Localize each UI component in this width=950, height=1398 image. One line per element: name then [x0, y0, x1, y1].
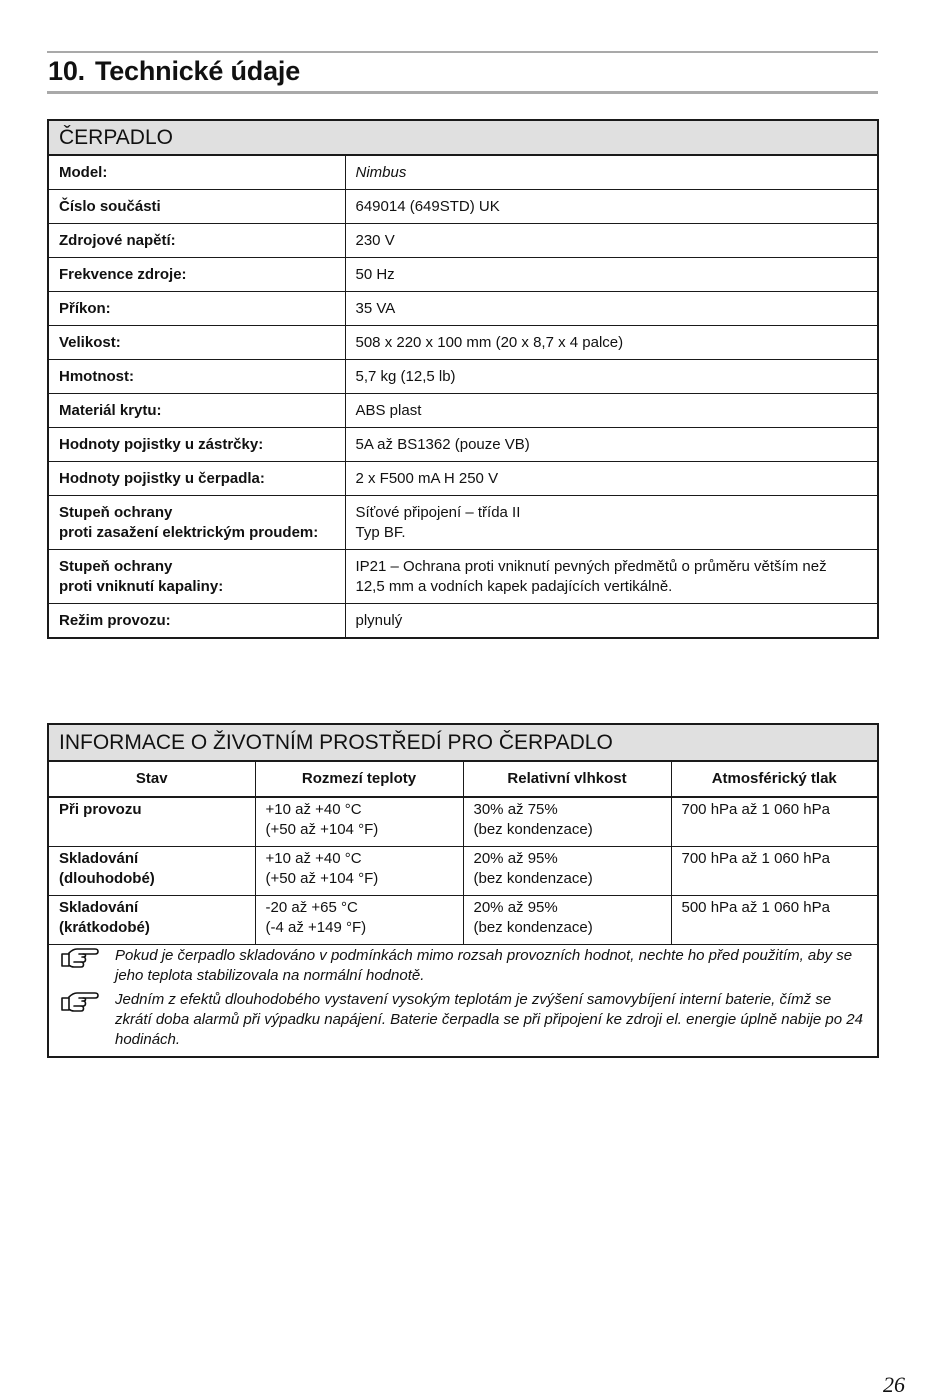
spec-label-line: Stupeň ochrany	[59, 504, 173, 521]
table-row	[48, 155, 878, 190]
spec-label-line: proti vniknutí kapaliny:	[59, 578, 224, 595]
table-row	[48, 292, 878, 326]
spec-value: 230 V	[345, 224, 878, 258]
spec-value: plynulý	[345, 604, 878, 639]
spec-label: Zdrojové napětí:	[48, 224, 345, 258]
table-row	[48, 360, 878, 394]
spec-value: Nimbus	[345, 155, 878, 190]
cell-line: (krátkodobé)	[59, 919, 150, 936]
spec-value-line: Síťové připojení – třída II	[355, 504, 521, 521]
temperature-cell	[255, 797, 463, 847]
cell-line: 20% až 95%	[473, 850, 558, 867]
notes-row	[48, 945, 878, 1058]
spec-value: 508 x 220 x 100 mm (20 x 8,7 x 4 palce)	[345, 326, 878, 360]
cell-line: (bez kondenzace)	[473, 821, 593, 838]
spec-value	[345, 496, 878, 550]
environment-table-title: INFORMACE O ŽIVOTNÍM PROSTŘEDÍ PRO ČERPADLO	[48, 724, 878, 761]
spec-label: Hmotnost:	[48, 360, 345, 394]
temperature-cell	[255, 847, 463, 896]
state-cell	[48, 896, 255, 945]
header-row	[48, 761, 878, 797]
cell-line: Skladování	[59, 850, 139, 867]
spec-value: 50 Hz	[345, 258, 878, 292]
table-row	[48, 550, 878, 604]
column-header: Rozmezí teploty	[255, 761, 463, 797]
pressure-cell: 700 hPa až 1 060 hPa	[671, 797, 878, 847]
cell-line: Při provozu	[59, 801, 142, 818]
spec-value-line: IP21 – Ochrana proti vniknutí pevných předmětů o průměru větším než	[355, 558, 827, 575]
table-row	[48, 394, 878, 428]
humidity-cell	[463, 797, 671, 847]
spec-label: Velikost:	[48, 326, 345, 360]
spec-label: Hodnoty pojistky u zástrčky:	[48, 428, 345, 462]
note-text: Jedním z efektů dlouhodobého vystavení vysokým teplotám je zvýšení samovybíjení interní baterie, čímž se zkrátí doba alarmů při výpadku napájení. Baterie čerpadla se při připojení ke zdroji el. energie úplně nabije po 24 hodinách.	[115, 991, 863, 1048]
spec-label: Hodnoty pojistky u čerpadla:	[48, 462, 345, 496]
table-row	[48, 190, 878, 224]
section-title: Technické údaje	[94, 56, 301, 86]
cell-line: +10 až +40 °C	[265, 801, 362, 818]
cell-line: 30% až 75%	[473, 801, 558, 818]
environment-table	[47, 723, 879, 1058]
spec-value: 35 VA	[345, 292, 878, 326]
spec-value-line: 12,5 mm a vodních kapek padajících vertikálně.	[355, 578, 673, 595]
column-header: Stav	[48, 761, 255, 797]
cell-line: (bez kondenzace)	[473, 870, 593, 887]
column-header: Relativní vlhkost	[463, 761, 671, 797]
note	[59, 946, 865, 986]
spec-label: Model:	[48, 155, 345, 190]
state-cell	[48, 797, 255, 847]
spec-label: Frekvence zdroje:	[48, 258, 345, 292]
spec-value: 5,7 kg (12,5 lb)	[345, 360, 878, 394]
section-number: 10.	[48, 56, 85, 86]
humidity-cell	[463, 896, 671, 945]
table-row	[48, 604, 878, 639]
note	[59, 990, 865, 1050]
pump-table-title: ČERPADLO	[48, 120, 878, 155]
cell-line: (-4 až +149 °F)	[265, 919, 367, 936]
spec-value: 649014 (649STD) UK	[345, 190, 878, 224]
spec-label-line: proti zasažení elektrickým proudem:	[59, 524, 319, 541]
spec-value	[345, 550, 878, 604]
spec-label	[48, 550, 345, 604]
cell-line: +10 až +40 °C	[265, 850, 362, 867]
section-heading	[48, 53, 300, 91]
spec-label	[48, 496, 345, 550]
table-row	[48, 258, 878, 292]
spec-value: 5A až BS1362 (pouze VB)	[345, 428, 878, 462]
spec-value-line: Typ BF.	[355, 524, 406, 541]
table-row	[48, 896, 878, 945]
cell-line: 20% až 95%	[473, 899, 558, 916]
table-row	[48, 462, 878, 496]
column-header: Atmosférický tlak	[671, 761, 878, 797]
page-number	[0, 1372, 924, 1398]
cell-line: (dlouhodobé)	[59, 870, 155, 887]
spec-label: Materiál krytu:	[48, 394, 345, 428]
cell-line: -20 až +65 °C	[265, 899, 358, 916]
table-row	[48, 847, 878, 896]
spec-label: Číslo součásti	[48, 190, 345, 224]
humidity-cell	[463, 847, 671, 896]
cell-line: (+50 až +104 °F)	[265, 870, 379, 887]
cell-line: (+50 až +104 °F)	[265, 821, 379, 838]
note-text: Pokud je čerpadlo skladováno v podmínkách mimo rozsah provozních hodnot, nechte ho před použitím, aby se jeho teplota stabilizovala na normální hodnotě.	[115, 947, 853, 984]
page-number-text: 26	[883, 1372, 905, 1397]
pressure-cell: 500 hPa až 1 060 hPa	[671, 896, 878, 945]
cell-line: (bez kondenzace)	[473, 919, 593, 936]
notes-cell	[48, 945, 878, 1058]
spec-label: Režim provozu:	[48, 604, 345, 639]
header-rule-bottom	[47, 91, 878, 94]
cell-line: Skladování	[59, 899, 139, 916]
spec-label: Příkon:	[48, 292, 345, 326]
table-row	[48, 326, 878, 360]
spec-value: 2 x F500 mA H 250 V	[345, 462, 878, 496]
table-row	[48, 428, 878, 462]
pointing-hand-icon	[59, 946, 115, 968]
pressure-cell: 700 hPa až 1 060 hPa	[671, 847, 878, 896]
pointing-hand-icon	[59, 990, 115, 1012]
pump-spec-table	[47, 119, 879, 639]
state-cell	[48, 847, 255, 896]
temperature-cell	[255, 896, 463, 945]
spec-label-line: Stupeň ochrany	[59, 558, 173, 575]
table-row	[48, 224, 878, 258]
table-row	[48, 797, 878, 847]
table-row	[48, 496, 878, 550]
spec-value: ABS plast	[345, 394, 878, 428]
